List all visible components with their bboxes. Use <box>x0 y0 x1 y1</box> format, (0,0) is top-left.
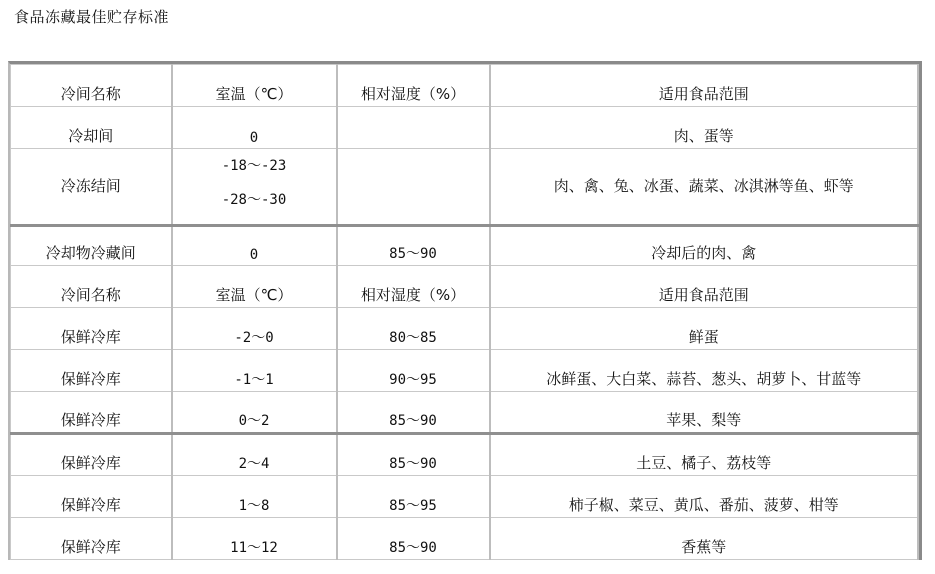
table-row <box>11 350 919 392</box>
humidity-cell: 80～85 <box>337 308 490 350</box>
table-row <box>11 149 919 226</box>
temperature-cell: 0～2 <box>172 392 337 434</box>
temperature-cell: -2～0 <box>172 308 337 350</box>
room-name-cell: 保鲜冷库 <box>11 392 172 434</box>
table-row <box>11 226 919 266</box>
humidity-cell <box>337 107 490 149</box>
temperature-cell <box>172 149 337 226</box>
foods-cell: 土豆、橘子、荔枝等 <box>490 434 919 476</box>
header-cell-humidity: 相对湿度（%） <box>337 266 490 308</box>
header-cell-humidity: 相对湿度（%） <box>337 65 490 107</box>
temperature-cell: 1～8 <box>172 476 337 518</box>
foods-cell: 冷却后的肉、禽 <box>490 226 919 266</box>
temperature-cell: 0 <box>172 107 337 149</box>
temperature-cell: 2～4 <box>172 434 337 476</box>
table-row <box>11 308 919 350</box>
table-header-row <box>11 266 919 308</box>
humidity-cell <box>337 149 490 226</box>
humidity-cell: 85～95 <box>337 476 490 518</box>
table-header-row <box>11 65 919 107</box>
foods-cell: 鲜蛋 <box>490 308 919 350</box>
room-name-cell: 冷冻结间 <box>11 149 172 226</box>
header-cell-temp: 室温（℃） <box>172 65 337 107</box>
foods-cell: 苹果、梨等 <box>490 392 919 434</box>
header-cell-name: 冷间名称 <box>11 65 172 107</box>
table-row <box>11 518 919 560</box>
page-title: 食品冻藏最佳贮存标准 <box>14 8 170 26</box>
header-cell-temp: 室温（℃） <box>172 266 337 308</box>
temperature-range-2: -28～-30 <box>221 191 287 208</box>
humidity-cell: 85～90 <box>337 518 490 560</box>
foods-cell: 肉、蛋等 <box>490 107 919 149</box>
storage-standards-table <box>10 64 919 560</box>
temperature-cell: 0 <box>172 226 337 266</box>
temperature-cell: -1～1 <box>172 350 337 392</box>
header-cell-name: 冷间名称 <box>11 266 172 308</box>
table-row <box>11 107 919 149</box>
room-name-cell: 保鲜冷库 <box>11 518 172 560</box>
temperature-cell: 11～12 <box>172 518 337 560</box>
header-cell-foods: 适用食品范围 <box>490 266 919 308</box>
table-row <box>11 476 919 518</box>
room-name-cell: 保鲜冷库 <box>11 308 172 350</box>
foods-cell: 柿子椒、菜豆、黄瓜、番茄、菠萝、柑等 <box>490 476 919 518</box>
header-cell-foods: 适用食品范围 <box>490 65 919 107</box>
room-name-cell: 冷却物冷藏间 <box>11 226 172 266</box>
foods-cell: 冰鲜蛋、大白菜、蒜苔、葱头、胡萝卜、甘蓝等 <box>490 350 919 392</box>
humidity-cell: 85～90 <box>337 392 490 434</box>
humidity-cell: 90～95 <box>337 350 490 392</box>
room-name-cell: 冷却间 <box>11 107 172 149</box>
room-name-cell: 保鲜冷库 <box>11 476 172 518</box>
storage-table-frame <box>8 61 922 560</box>
room-name-cell: 保鲜冷库 <box>11 350 172 392</box>
foods-cell: 香蕉等 <box>490 518 919 560</box>
table-row <box>11 434 919 476</box>
room-name-cell: 保鲜冷库 <box>11 434 172 476</box>
humidity-cell: 85～90 <box>337 226 490 266</box>
humidity-cell: 85～90 <box>337 434 490 476</box>
table-row <box>11 392 919 434</box>
foods-cell: 肉、禽、兔、冰蛋、蔬菜、冰淇淋等鱼、虾等 <box>490 149 919 226</box>
temperature-range-1: -18～-23 <box>221 157 287 174</box>
